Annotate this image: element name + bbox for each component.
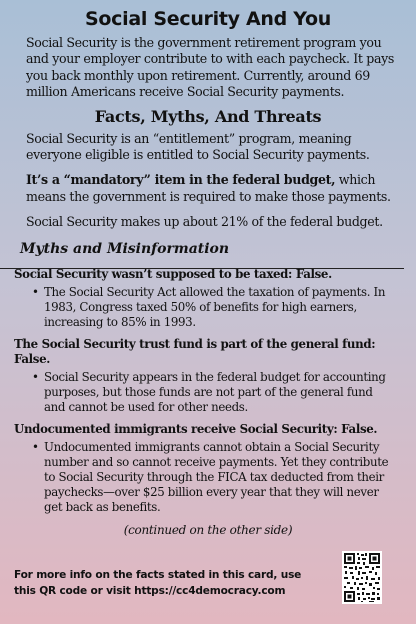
- myth-item: [14, 266, 396, 330]
- myth-title: Social Security wasn’t supposed to be taxed: False.: [14, 266, 332, 281]
- myth-title: Undocumented immigrants receive Social Security: False.: [14, 421, 378, 436]
- myth-title: The Social Security trust fund is part of the general fund: False.: [14, 336, 376, 366]
- myth-bullet: [32, 440, 396, 515]
- myth-item: [14, 421, 396, 515]
- myths-heading-underline: [0, 268, 404, 269]
- myth-item: [14, 336, 396, 415]
- fact-entitlement: Social Security is an “entitlement” program, meaning everyone eligible is entitled to Social Security payments.: [26, 130, 370, 163]
- fact-mandatory: [26, 172, 396, 205]
- footer-note: [14, 568, 314, 599]
- myths-heading: Myths and Misinformation: [20, 240, 230, 257]
- facts-heading: Facts, Myths, And Threats: [94, 106, 322, 126]
- bullet-dot: •: [32, 284, 39, 299]
- intro-paragraph: Social Security is the government retirement program you and your employer contribute to with each paycheck. It pays you back monthly upon retirement. Currently, around 69 million Americans receive Social Security payments.: [26, 35, 395, 100]
- footer-line: this QR code or visit https://cc4democracy.com: [14, 584, 286, 597]
- myth-bullet: [32, 285, 396, 330]
- myth-bullet: [32, 370, 396, 415]
- myth-explanation: The Social Security Act allowed the taxation of payments. In 1983, Congress taxed 50% of benefits for high earners, increasing to 85% in 1993.: [44, 284, 386, 329]
- myth-explanation: Undocumented immigrants cannot obtain a Social Security number and so cannot receive payments. Yet they contribute to Social Security through the FICA tax deducted from their paychecks—over $25 billion every year that they will never get back as benefits.: [44, 439, 389, 514]
- bullet-dot: •: [32, 369, 39, 384]
- fact-mandatory-bold: It’s a “mandatory” item in the federal budget,: [26, 172, 336, 188]
- footer-line: For more info on the facts stated in this card, use: [14, 569, 302, 581]
- continued-note: (continued on the other side): [123, 522, 293, 537]
- fact-mandatory-rest: which means the government is required to make those payments.: [26, 172, 391, 204]
- myth-explanation: Social Security appears in the federal budget for accounting purposes, but those funds are not part of the general fund and cannot be used for other needs.: [44, 369, 386, 414]
- qr-code-icon[interactable]: [342, 551, 382, 604]
- fact-budget-share: Social Security makes up about 21% of the federal budget.: [26, 214, 383, 230]
- bullet-dot: •: [32, 439, 39, 454]
- card-title: Social Security And You: [85, 8, 331, 30]
